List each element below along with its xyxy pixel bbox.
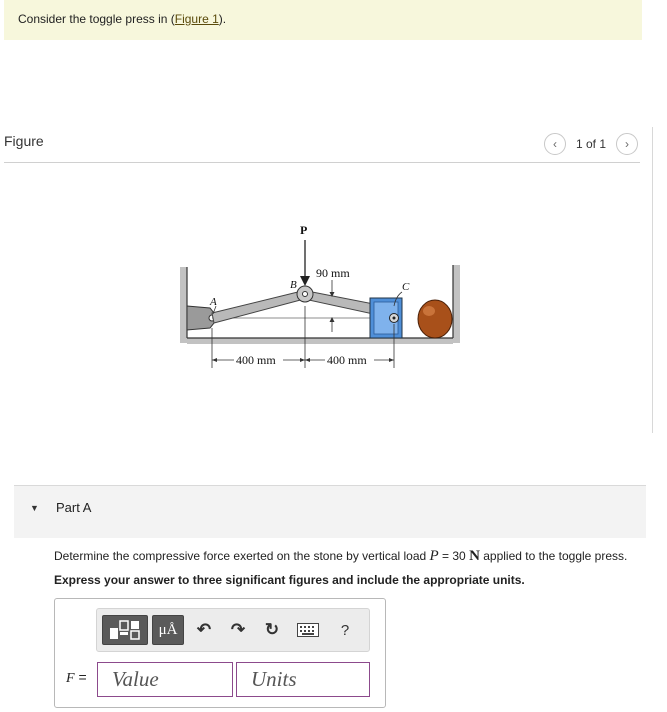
help-label: ?	[340, 621, 350, 639]
units-input[interactable]	[236, 662, 370, 697]
reset-icon: ↻	[264, 620, 280, 639]
point-a-label: A	[210, 296, 217, 308]
redo-icon: ↷	[230, 620, 246, 639]
units-button[interactable]	[152, 615, 184, 645]
figure-panel-border	[652, 127, 653, 433]
dim-head-4	[389, 358, 394, 362]
question-value: = 30	[438, 549, 470, 563]
load-arrow-head	[300, 276, 310, 286]
dim-left-label: 400 mm	[236, 353, 276, 367]
keyboard-button[interactable]	[296, 622, 320, 638]
value-placeholder: Value	[112, 667, 159, 691]
dim-head-1	[212, 358, 217, 362]
value-input[interactable]	[97, 662, 233, 697]
help-button[interactable]	[335, 619, 355, 641]
chevron-right-icon: ›	[625, 137, 630, 151]
intro-text: Consider the toggle press in (	[18, 12, 175, 26]
pin-c-center	[393, 317, 396, 320]
offset-label: 90 mm	[316, 266, 350, 280]
point-c-label: C	[402, 281, 410, 293]
left-wall	[180, 267, 187, 343]
dim-head-3	[305, 358, 310, 362]
keyboard-icon	[297, 623, 319, 637]
answer-variable: F	[66, 671, 75, 686]
templates-icon	[108, 619, 142, 641]
part-a-header[interactable]	[14, 486, 646, 538]
answer-box	[54, 598, 386, 708]
point-b-label: B	[290, 279, 297, 291]
figure-divider	[4, 162, 640, 163]
intro-text-end: ).	[218, 12, 227, 26]
stone-highlight	[423, 306, 435, 316]
question-unit: N	[469, 548, 480, 564]
prev-figure-button[interactable]	[544, 133, 566, 155]
templates-button[interactable]	[102, 615, 148, 645]
dim-right-label: 400 mm	[327, 353, 367, 367]
question-text	[54, 548, 627, 565]
math-toolbar	[96, 608, 370, 652]
part-a-label: Part A	[56, 500, 92, 515]
instruction-text: Express your answer to three significant figures and include the appropriate units.	[54, 573, 525, 587]
undo-icon: ↶	[196, 620, 212, 639]
figure-title: Figure	[4, 133, 44, 149]
pin-b-center	[303, 292, 308, 297]
stone	[418, 300, 452, 338]
question-prefix: Determine the compressive force exerted on the stone by vertical load	[54, 549, 430, 563]
units-placeholder: Units	[251, 667, 297, 691]
chevron-left-icon: ‹	[553, 137, 557, 151]
pager-text: 1 of 1	[576, 137, 607, 151]
next-figure-button[interactable]	[616, 133, 638, 155]
collapse-caret-icon[interactable]: ▼	[30, 503, 39, 513]
answer-equals: =	[74, 669, 87, 685]
question-variable: P	[429, 548, 439, 564]
redo-button[interactable]	[227, 619, 249, 641]
load-label: P	[300, 223, 308, 237]
figure-pager	[544, 132, 638, 156]
right-wall	[453, 265, 460, 343]
reset-button[interactable]	[261, 619, 283, 641]
question-suffix: applied to the toggle press.	[479, 549, 628, 563]
undo-button[interactable]	[193, 619, 215, 641]
toggle-press-diagram	[150, 210, 470, 375]
figure-link[interactable]: Figure 1	[174, 12, 219, 26]
problem-statement	[4, 0, 642, 40]
answer-variable-label	[66, 669, 87, 687]
units-button-label: μÅ	[158, 621, 178, 638]
floor	[187, 338, 453, 344]
dim-head-2	[300, 358, 305, 362]
